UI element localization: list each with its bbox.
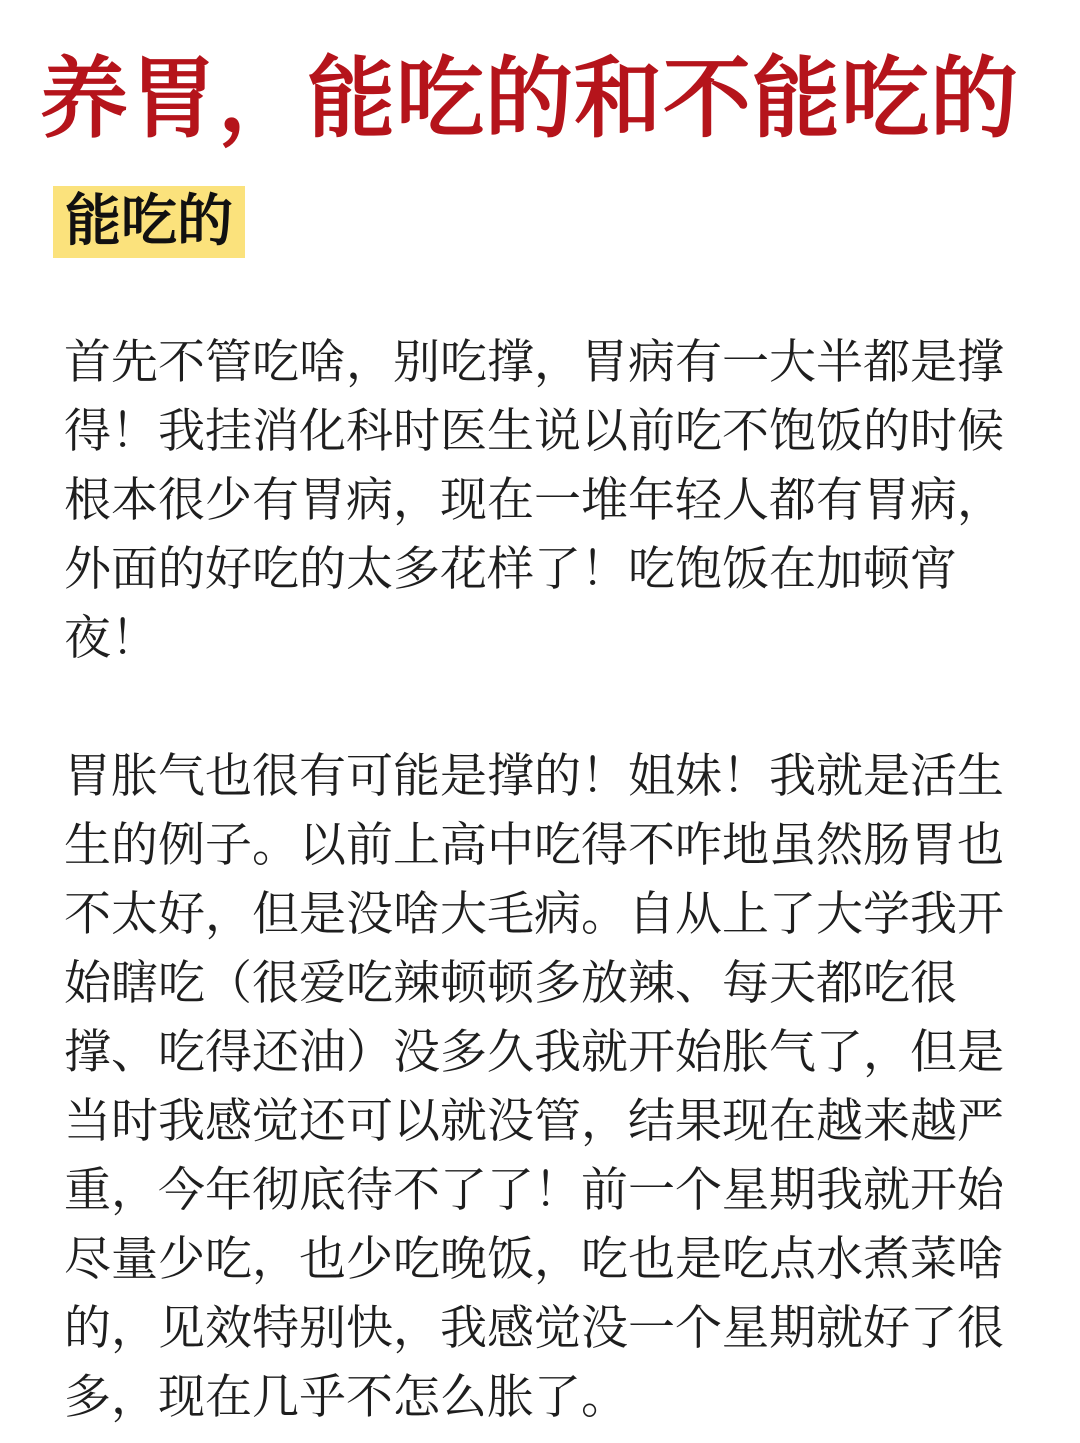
paragraph-line: 首先不管吃啥，别吃撑，胃病有一大半都是撑: [64, 335, 1004, 390]
paragraph-line: 胃胀气也很有可能是撑的！姐妹！我就是活生: [64, 749, 1004, 804]
paragraph-line: 撑、吃得还油）没多久我就开始胀气了，但是: [64, 1025, 1004, 1080]
paragraph-line: 根本很少有胃病，现在一堆年轻人都有胃病，: [64, 473, 1004, 528]
paragraph-line: 当时我感觉还可以就没管，结果现在越来越严: [64, 1094, 1004, 1149]
page-title: 养胃，能吃的和不能吃的: [40, 47, 1020, 150]
paragraph-2: [64, 742, 1044, 1432]
paragraph-line: 重，今年彻底待不了了！前一个星期我就开始: [64, 1163, 1004, 1218]
paragraph-line: 始瞎吃（很爱吃辣顿顿多放辣、每天都吃很: [64, 956, 957, 1011]
paragraph-line: 多，现在几乎不怎么胀了。: [64, 1370, 628, 1425]
paragraph-line: 夜！: [64, 611, 158, 666]
paragraph-line: 得！我挂消化科时医生说以前吃不饱饭的时候: [64, 404, 1004, 459]
paragraph-line: 的，见效特别快，我感觉没一个星期就好了很: [64, 1301, 1004, 1356]
paragraph-line: 尽量少吃，也少吃晚饭，吃也是吃点水煮菜啥: [64, 1232, 1004, 1287]
paragraph-1: [64, 328, 1044, 673]
paragraph-line: 外面的好吃的太多花样了！吃饱饭在加顿宵: [64, 542, 957, 597]
paragraph-line: 不太好，但是没啥大毛病。自从上了大学我开: [64, 887, 1004, 942]
paragraph-line: 生的例子。以前上高中吃得不咋地虽然肠胃也: [64, 818, 1004, 873]
section-tag-can-eat: 能吃的: [53, 186, 245, 258]
